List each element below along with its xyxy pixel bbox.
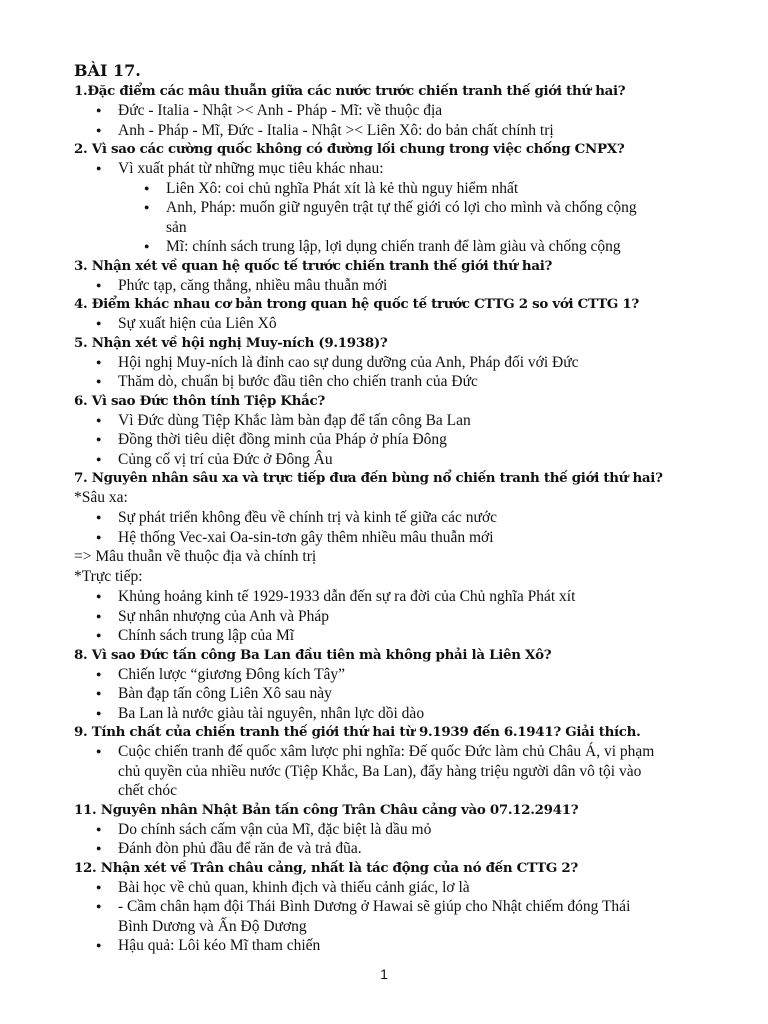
sub-list-item-line: Anh, Pháp: muốn giữ nguyên trật tự thế giới có lợi cho mình và chống cộng — [166, 199, 637, 216]
list-item: ● Bài học về chủ quan, khinh địch và thiếu cảnh giác, lơ là — [74, 878, 714, 898]
list-item — [74, 742, 714, 801]
page-title: BÀI 17. — [74, 61, 141, 80]
list-item: ● Khủng hoảng kinh tế 1929-1933 dẫn đến sự ra đời của Chủ nghĩa Phát xít — [74, 587, 714, 607]
label-direct-cause: *Trực tiếp: — [74, 568, 143, 585]
answer-list-11 — [74, 820, 714, 859]
list-item: ● Sự nhân nhượng của Anh và Pháp — [74, 607, 714, 627]
label-deep-cause: *Sâu xa: — [74, 489, 128, 506]
answer-list-2 — [74, 159, 714, 257]
question-3: 3. Nhận xét về quan hệ quốc tế trước chiến tranh thế giới thứ hai? — [74, 257, 553, 274]
document-body — [74, 60, 714, 956]
sub-list-item-line: sản — [166, 218, 187, 236]
list-item — [74, 897, 714, 936]
answer-list-4 — [74, 314, 714, 334]
question-6: 6. Vì sao Đức thôn tính Tiệp Khắc? — [74, 392, 325, 409]
question-7: 7. Nguyên nhân sâu xa và trực tiếp đưa đến bùng nổ chiến tranh thế giới thứ hai? — [74, 470, 663, 486]
list-item: ● Hội nghị Muy-ních là đỉnh cao sự dung dưỡng của Anh, Pháp đối với Đức — [74, 353, 714, 373]
list-item-line: Cuộc chiến tranh đế quốc xâm lược phi nghĩa: Đế quốc Đức làm chủ Châu Á, vi phạm — [118, 743, 655, 760]
list-item: ● Đồng thời tiêu diệt đồng minh của Pháp ở phía Đông — [74, 430, 714, 450]
list-item: ● Phức tạp, căng thẳng, nhiều mâu thuẫn mới — [74, 276, 714, 296]
list-item-line: Bình Dương và Ấn Độ Dương — [118, 917, 307, 935]
question-1: 1.Đặc điểm các mâu thuẫn giữa các nước trước chiến tranh thế giới thứ hai? — [74, 83, 626, 99]
list-item: ● Vì xuất phát từ những mục tiêu khác nhau: — [74, 159, 714, 179]
question-12: 12. Nhận xét về Trân châu cảng, nhất là tác động của nó đến CTTG 2? — [74, 859, 578, 876]
question-4: 4. Điểm khác nhau cơ bản trong quan hệ quốc tế trước CTTG 2 so với CTTG 1? — [74, 296, 639, 312]
list-item: ● Anh - Pháp - Mĩ, Đức - Italia - Nhật >< Liên Xô: do bản chất chính trị — [74, 121, 714, 141]
list-item: ● Thăm dò, chuẩn bị bước đầu tiên cho chiến tranh của Đức — [74, 372, 714, 392]
question-5: 5. Nhận xét về hội nghị Muy-ních (9.1938)? — [74, 334, 388, 351]
answer-list-7-direct — [74, 587, 714, 646]
list-item: ● Do chính sách cấm vận của Mĩ, đặc biệt là dầu mỏ — [74, 820, 714, 840]
answer-list-8 — [74, 665, 714, 724]
question-8: 8. Vì sao Đức tấn công Ba Lan đầu tiên mà không phải là Liên Xô? — [74, 646, 552, 663]
list-item: ● Sự xuất hiện của Liên Xô — [74, 314, 714, 334]
list-item: ● Chiến lược “giương Đông kích Tây” — [74, 665, 714, 685]
question-2: 2. Vì sao các cường quốc không có đường lối chung trong việc chống CNPX? — [74, 141, 625, 157]
answer-list-6 — [74, 411, 714, 470]
answer-list-3 — [74, 276, 714, 296]
answer-list-9 — [74, 742, 714, 801]
list-item: ● Hậu quả: Lôi kéo Mĩ tham chiến — [74, 936, 714, 956]
answer-list-12 — [74, 878, 714, 956]
answer-list-7-deep — [74, 508, 714, 547]
list-item-line: chủ quyền của nhiều nước (Tiệp Khắc, Ba Lan), đẩy hàng triệu người dân vô tội vào — [118, 762, 642, 780]
list-item: ● Vì Đức dùng Tiệp Khắc làm bàn đạp để tấn công Ba Lan — [74, 411, 714, 431]
list-item: ● Ba Lan là nước giàu tài nguyên, nhân lực dồi dào — [74, 704, 714, 724]
sub-list-item — [74, 198, 714, 237]
answer-list-5 — [74, 353, 714, 392]
list-item: ● Hệ thống Vec-xai Oa-sin-tơn gây thêm nhiều mâu thuẫn mới — [74, 528, 714, 548]
list-item: ● Chính sách trung lập của Mĩ — [74, 626, 714, 646]
list-item-line: chết chóc — [118, 782, 177, 799]
list-item: ● Củng cố vị trí của Đức ở Đông Âu — [74, 450, 714, 470]
list-item: ● Đánh đòn phủ đầu để răn đe và trả đũa. — [74, 839, 714, 859]
list-item: ● Sự phát triển không đều về chính trị và kinh tế giữa các nước — [74, 508, 714, 528]
list-item: ● Bàn đạp tấn công Liên Xô sau này — [74, 684, 714, 704]
question-9: 9. Tính chất của chiến tranh thế giới thứ hai từ 9.1939 đến 6.1941? Giải thích. — [74, 724, 641, 740]
sub-list-item: ● Mĩ: chính sách trung lập, lợi dụng chiến tranh để làm giàu và chống cộng — [74, 237, 714, 257]
list-item-line: - Cầm chân hạm đội Thái Bình Dương ở Hawai sẽ giúp cho Nhật chiếm đóng Thái — [118, 898, 631, 915]
list-item: ● Đức - Italia - Nhật >< Anh - Pháp - Mĩ: về thuộc địa — [74, 101, 714, 121]
sub-list-item: ● Liên Xô: coi chủ nghĩa Phát xít là kẻ thù nguy hiểm nhất — [74, 179, 714, 199]
answer-list-1 — [74, 101, 714, 140]
question-11: 11. Nguyên nhân Nhật Bản tấn công Trân Châu cảng vào 07.12.2941? — [74, 801, 579, 818]
page-number: 1 — [380, 966, 388, 982]
conclusion-line: => Mâu thuẫn về thuộc địa và chính trị — [74, 548, 317, 565]
